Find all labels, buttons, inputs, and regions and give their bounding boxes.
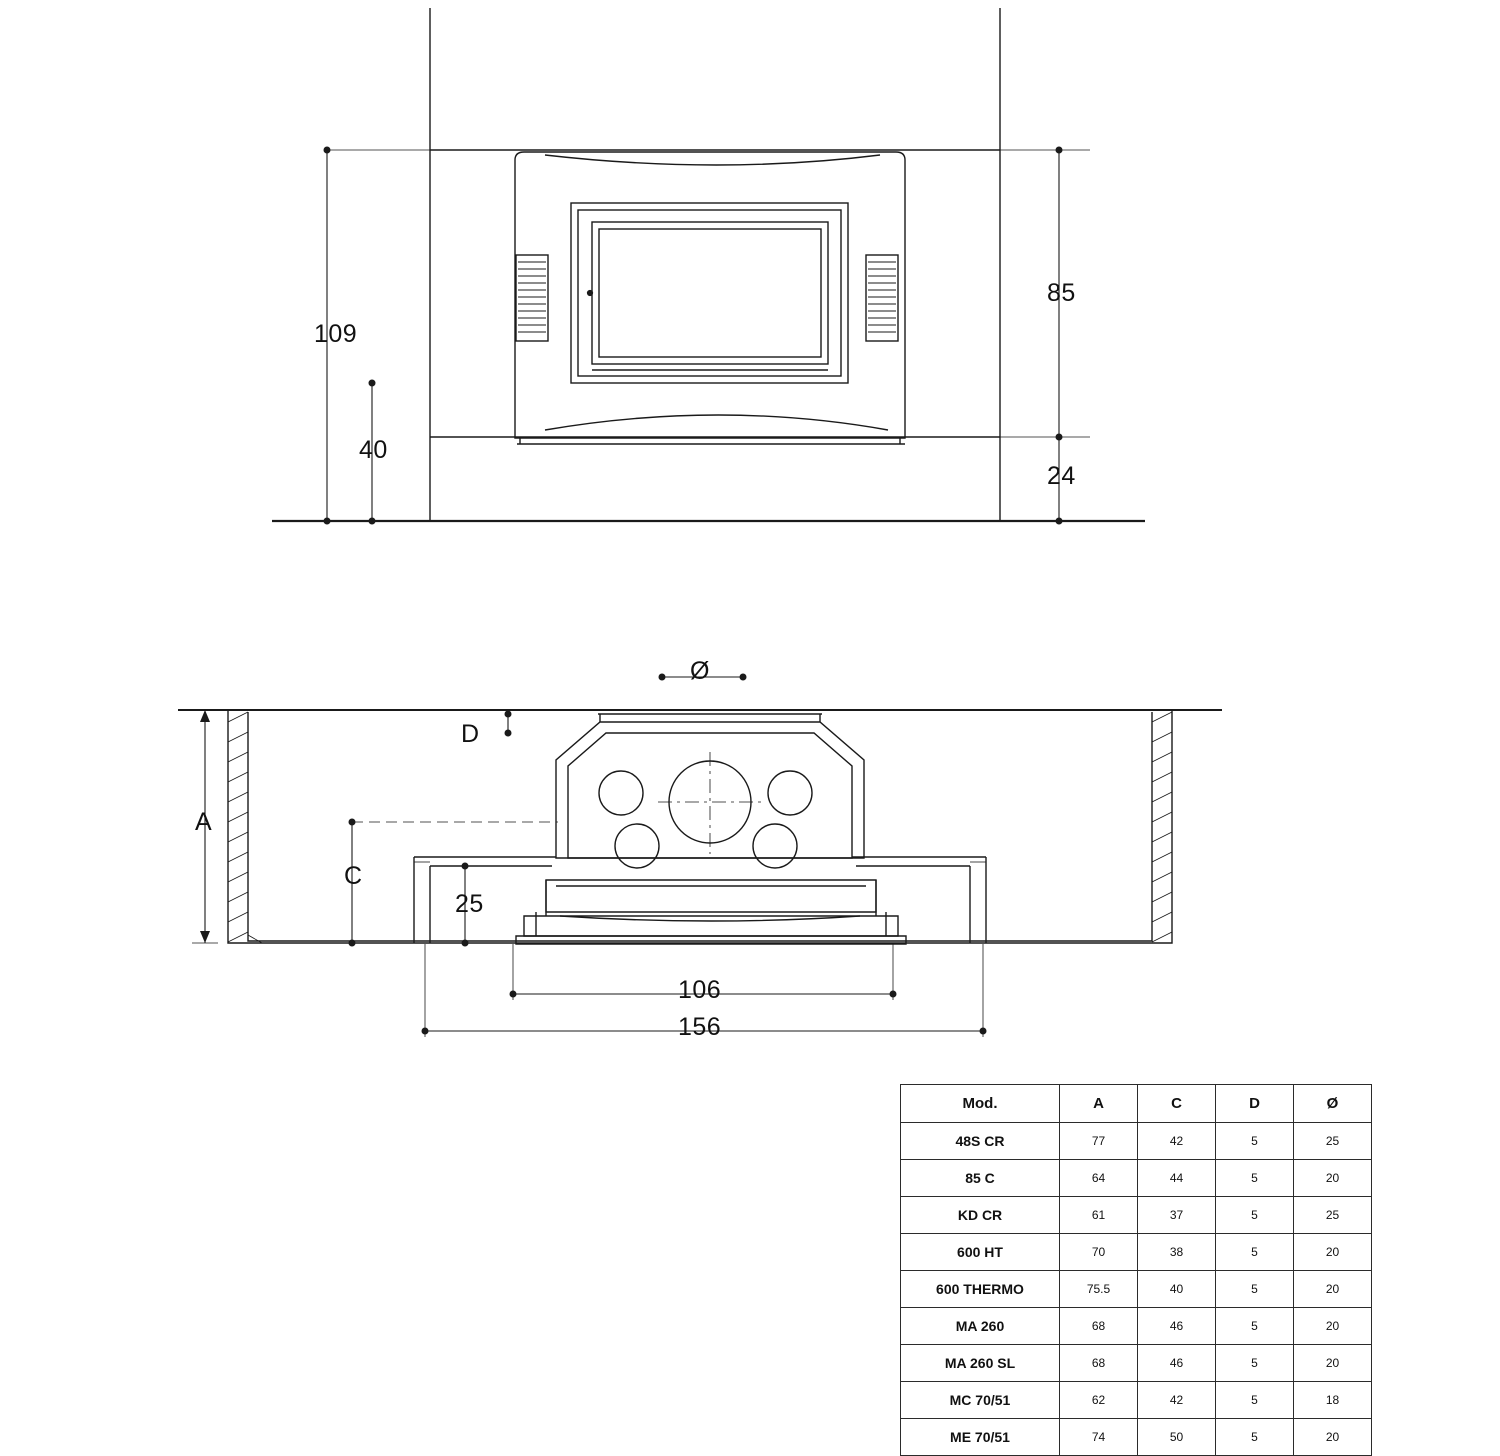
cell-a: 68 [1060, 1345, 1138, 1382]
vent-left [516, 255, 548, 341]
stove-bottom-curve [545, 415, 888, 430]
dim-label-106: 106 [678, 976, 722, 1004]
cell-d: 5 [1216, 1234, 1294, 1271]
cell-diameter: 20 [1294, 1234, 1372, 1271]
table-row [901, 1123, 1372, 1160]
plan-outer-enclosure [228, 710, 1172, 943]
bolt-hole-bottom-right [753, 824, 797, 868]
table-header-d: D [1216, 1085, 1294, 1123]
dim-label-D: D [461, 720, 480, 748]
cell-a: 62 [1060, 1382, 1138, 1419]
stove-base-plate [524, 916, 898, 936]
table-header-mod: Mod. [901, 1085, 1060, 1123]
cell-d: 5 [1216, 1197, 1294, 1234]
bolt-hole-top-left [599, 771, 643, 815]
cell-mod: 85 C [901, 1160, 1060, 1197]
cell-a: 74 [1060, 1419, 1138, 1456]
cell-mod: MA 260 SL [901, 1345, 1060, 1382]
table-row [901, 1271, 1372, 1308]
cell-c: 42 [1138, 1123, 1216, 1160]
door-hinge-dot [588, 291, 593, 296]
cell-diameter: 20 [1294, 1419, 1372, 1456]
dim-label-25: 25 [455, 890, 484, 918]
door-frame-inner [592, 222, 828, 364]
cell-a: 77 [1060, 1123, 1138, 1160]
cell-diameter: 20 [1294, 1308, 1372, 1345]
cell-d: 5 [1216, 1419, 1294, 1456]
dim-label-40: 40 [359, 436, 388, 464]
cell-diameter: 20 [1294, 1160, 1372, 1197]
cell-d: 5 [1216, 1160, 1294, 1197]
table-row [901, 1234, 1372, 1271]
cell-c: 50 [1138, 1419, 1216, 1456]
cell-diameter: 25 [1294, 1197, 1372, 1234]
dim-label-85: 85 [1047, 279, 1076, 307]
cell-d: 5 [1216, 1382, 1294, 1419]
stove-outer-body [515, 152, 905, 438]
door-frame-mid [578, 210, 841, 376]
cell-d: 5 [1216, 1123, 1294, 1160]
table-row [901, 1419, 1372, 1456]
vent-right [866, 255, 898, 341]
bolt-hole-bottom-left [615, 824, 659, 868]
table-header-row [901, 1085, 1372, 1123]
cell-mod: MC 70/51 [901, 1382, 1060, 1419]
cell-diameter: 20 [1294, 1345, 1372, 1382]
cell-diameter: 20 [1294, 1271, 1372, 1308]
dim-label-156: 156 [678, 1013, 722, 1041]
dim-label-C: C [344, 862, 363, 890]
door-frame-outer [571, 203, 848, 383]
cell-mod: KD CR [901, 1197, 1060, 1234]
table-row [901, 1308, 1372, 1345]
dim-label-24: 24 [1047, 462, 1076, 490]
cell-a: 61 [1060, 1197, 1138, 1234]
dim-label-diameter: Ø [690, 657, 710, 685]
table-row [901, 1160, 1372, 1197]
cell-diameter: 18 [1294, 1382, 1372, 1419]
table-header-a: A [1060, 1085, 1138, 1123]
cell-mod: 48S CR [901, 1123, 1060, 1160]
dim-label-109: 109 [314, 320, 358, 348]
cell-a: 64 [1060, 1160, 1138, 1197]
table-header-diameter: Ø [1294, 1085, 1372, 1123]
cell-d: 5 [1216, 1308, 1294, 1345]
cell-diameter: 25 [1294, 1123, 1372, 1160]
stove-lower-band [546, 880, 876, 912]
cell-c: 38 [1138, 1234, 1216, 1271]
cell-d: 5 [1216, 1345, 1294, 1382]
table-row [901, 1345, 1372, 1382]
cell-mod: MA 260 [901, 1308, 1060, 1345]
cell-c: 37 [1138, 1197, 1216, 1234]
cell-c: 40 [1138, 1271, 1216, 1308]
cell-a: 68 [1060, 1308, 1138, 1345]
plan-outer-enclosure-inner [248, 712, 1152, 941]
table-header-c: C [1138, 1085, 1216, 1123]
cell-a: 70 [1060, 1234, 1138, 1271]
cell-c: 46 [1138, 1308, 1216, 1345]
stove-base-curve [560, 916, 860, 921]
door-glass [599, 229, 821, 357]
table-row [901, 1382, 1372, 1419]
cell-d: 5 [1216, 1271, 1294, 1308]
bolt-hole-top-right [768, 771, 812, 815]
table-row [901, 1197, 1372, 1234]
cell-c: 44 [1138, 1160, 1216, 1197]
cell-c: 46 [1138, 1345, 1216, 1382]
model-dimension-table [900, 1084, 1372, 1456]
stove-top-curve [545, 155, 880, 165]
dim-label-A: A [195, 808, 213, 836]
cell-mod: ME 70/51 [901, 1419, 1060, 1456]
cell-c: 42 [1138, 1382, 1216, 1419]
cell-a: 75.5 [1060, 1271, 1138, 1308]
cell-mod: 600 THERMO [901, 1271, 1060, 1308]
cell-mod: 600 HT [901, 1234, 1060, 1271]
